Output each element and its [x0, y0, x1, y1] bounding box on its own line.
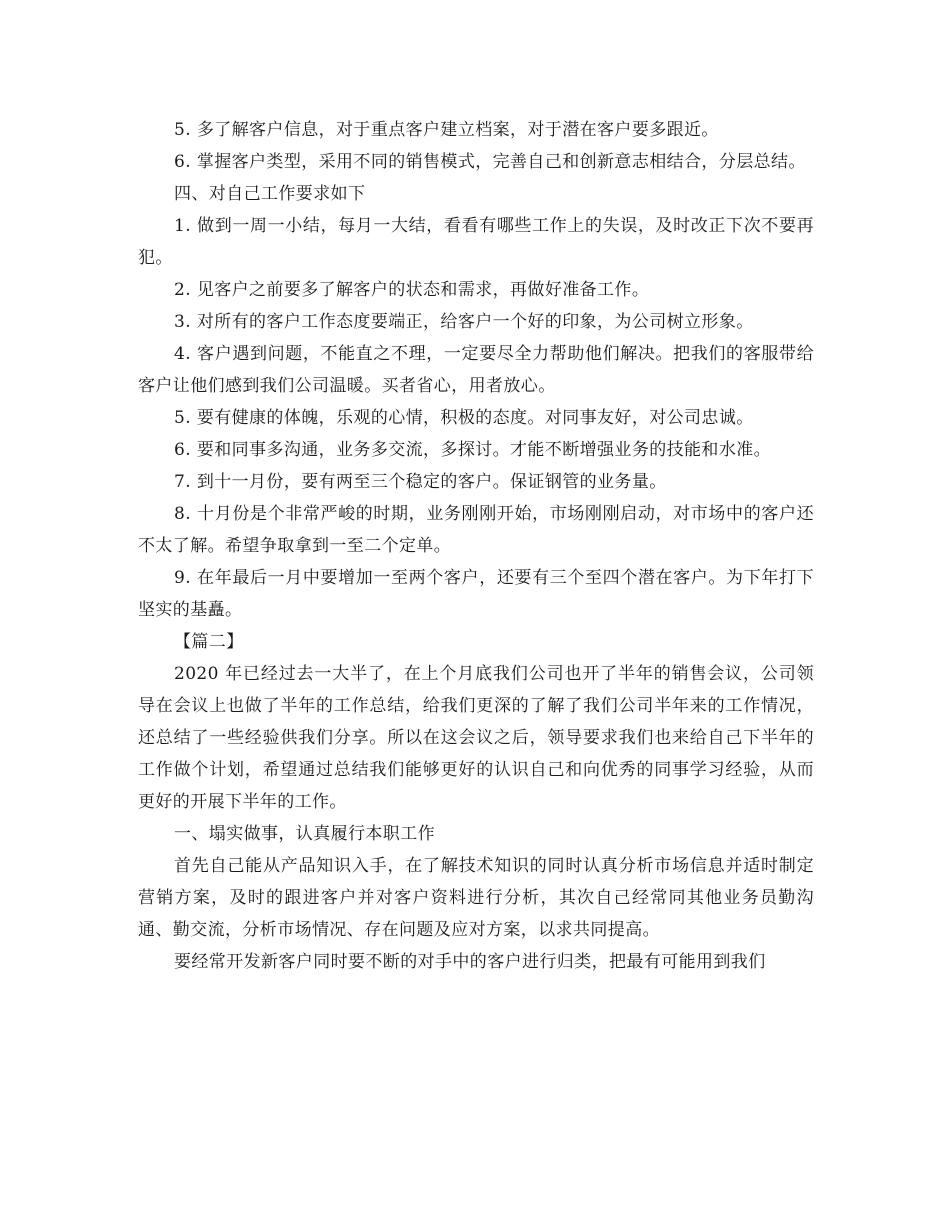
paragraph-new-customers: 要经常开发新客户同时要不断的对手中的客户进行归类，把最有可能用到我们 [174, 952, 766, 972]
paragraph-product-knowledge: 首先自己能从产品知识入手，在了解技术知识的同时认真分析市场信息并适时制定营销方案，及时的跟进客户并对客户资料进行分析，其次自己经常同其他业务员勤沟通、勤交流，分析市场情况、存在问题及应对方案，以求共同提高。 [138, 856, 814, 940]
section-title-part-two: 【篇二】 [174, 632, 244, 652]
section-heading-diligent-work: 一、塌实做事，认真履行本职工作 [174, 824, 435, 844]
paragraph-requirement-8: 8. 十月份是个非常严峻的时期，业务刚刚开始，市场刚刚启动，对市场中的客户还不太了解。希望争取拿到一至二个定单。 [138, 504, 814, 556]
section-heading-work-requirements: 四、对自己工作要求如下 [174, 184, 366, 204]
paragraph-requirement-2: 2. 见客户之前要多了解客户的状态和需求，再做好准备工作。 [174, 280, 650, 300]
paragraph-requirement-7: 7. 到十一月份，要有两至三个稳定的客户。保证钢管的业务量。 [174, 472, 667, 492]
paragraph-requirement-1: 1. 做到一周一小结，每月一大结，看看有哪些工作上的失误，及时改正下次不要再犯。 [138, 216, 814, 268]
paragraph-requirement-5: 5. 要有健康的体魄，乐观的心情，积极的态度。对同事友好，对公司忠诚。 [174, 408, 754, 428]
paragraph-item-5-customer-info: 5. 多了解客户信息，对于重点客户建立档案，对于潜在客户要多跟近。 [174, 120, 719, 140]
paragraph-requirement-4: 4. 客户遇到问题，不能直之不理，一定要尽全力帮助他们解决。把我们的客服带给客户让他们感到我们公司温暖。买者省心，用者放心。 [138, 344, 814, 396]
document-body [138, 114, 814, 978]
paragraph-requirement-3: 3. 对所有的客户工作态度要端正，给客户一个好的印象，为公司树立形象。 [174, 312, 754, 332]
paragraph-intro-2020: 2020 年已经过去一大半了，在上个月底我们公司也开了半年的销售会议，公司领导在会议上也做了半年的工作总结，给我们更深的了解了我们公司半年来的工作情况，还总结了一些经验供我们分享。所以在这会议之后，领导要求我们也来给自己下半年的工作做个计划，希望通过总结我们能够更好的认识自己和向优秀的同事学习经验，从而更好的开展下半年的工作。 [138, 664, 814, 812]
paragraph-requirement-9: 9. 在年最后一月中要增加一至两个客户，还要有三个至四个潜在客户。为下年打下坚实的基矗。 [138, 568, 814, 620]
paragraph-requirement-6: 6. 要和同事多沟通，业务多交流，多探讨。才能不断增强业务的技能和水准。 [174, 440, 772, 460]
paragraph-item-6-customer-types: 6. 掌握客户类型，采用不同的销售模式，完善自己和创新意志相结合，分层总结。 [174, 152, 806, 172]
